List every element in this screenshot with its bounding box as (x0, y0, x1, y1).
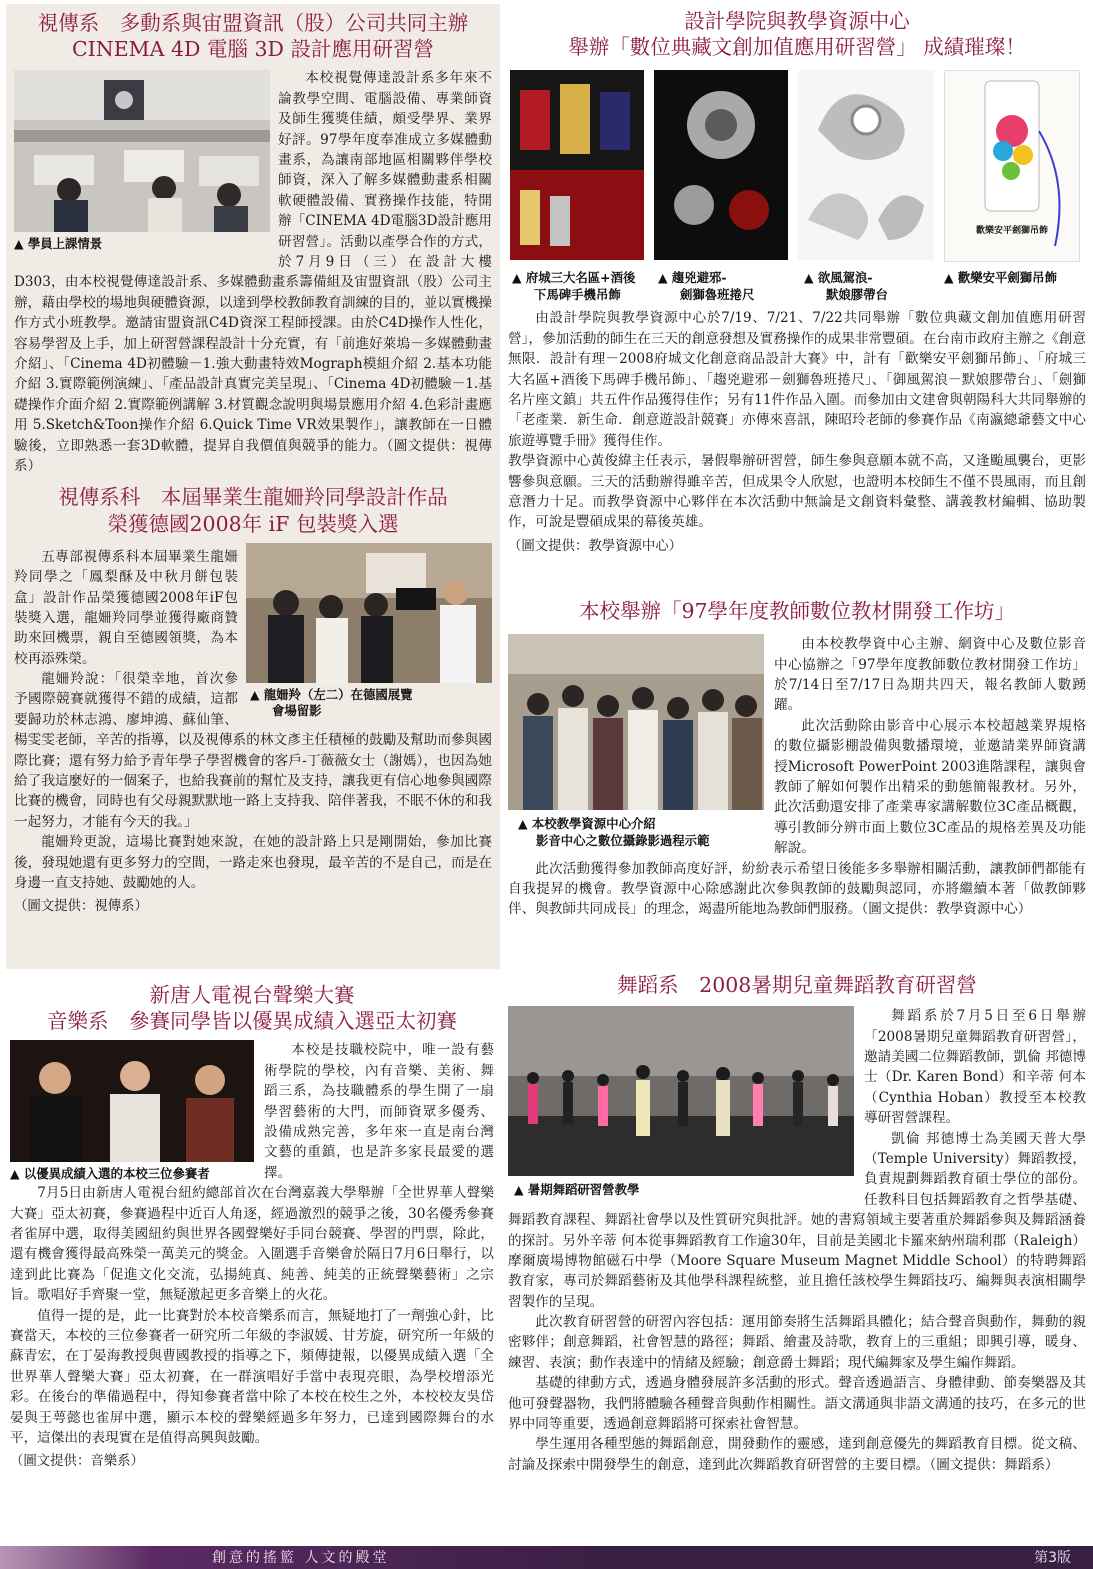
article-title: 榮獲德國2008年 iF 包裝獎入選 (107, 511, 399, 536)
photo-block (246, 543, 492, 720)
footer-slogan: 創意的搖籃 人文的殿堂 (212, 1550, 390, 1566)
article-title: 音樂系 參賽同學皆以優異成績入選亞太初賽 (47, 1009, 457, 1034)
article-body: 學生運用各種型態的舞蹈創意，開發動作的靈感，達到創意優先的舞蹈教育目標。從文稿、討論及探索中開發學生的創意，達到此次舞蹈教育研習營的主要目標。（圖文提供：舞蹈系） (508, 1436, 1086, 1473)
article-body: 值得一提的是，此一比賽對於本校音樂系而言，無疑地打了一劑強心針，比賽當天，本校的三位參賽者一研究所二年級的李淑媛、甘芳旋，研究所一年級的蘇青宏，在丁晏海教授與曹國教授的指導之下，頻傳捷報，以優異成績入選「全世界華人聲樂大賽」亞太初賽，在一群演唱好手當中表現亮眼，為學校增添光彩。在後台的準備過程中，得知參賽者當中除了本校在校生之外，本校校友吳岱晏與王萼懿也雀屏中選，顯示本校的聲樂經過多年努力，已達到國際舞台的水平，這傑出的表現實在是值得高興與鼓勵。 (10, 1307, 494, 1446)
classroom-photo (14, 70, 270, 232)
article-body: 由設計學院與教學資源中心於7/19、7/21、7/22共同舉辦「數位典藏文創加值應用研習營」，參加活動的師生在三天的創意發想及實務操作的成果非常豐碩。在台南市政府主辦之《創意無限．設計有理－2008府城文化創意商品設計大賽》中，計有「歡樂安平劍獅吊飾」、「府城三大名區+酒後下馬碑手機吊飾」、「趨兇避邪－劍獅魯班捲尺」、「御風駕浪－默娘膠帶台」、「劍獅名片座文鎮」共五件作品獲得佳作；另有11件作品入圍。而參加由文建會與朝陽科大共同舉辦的「老產業．新生命．創意遊設計競賽」亦傳來喜訊，陳昭玲老師的參賽作品《南瀛總爺藝文中心旅遊導覽手冊》獲得佳作。 (508, 310, 1086, 449)
article-body: 五專部視傳系科本屆畢業生龍姍羚同學之「鳳梨酥及中秋月餅包裝盒」設計作品榮獲德國2008年iF包裝獎入選，龍姍羚同學並獲得廠商贊助來回機票，親自至德國領獎，為本校再添殊榮。 (14, 548, 238, 667)
article-body: 此次活動除由影音中心展示本校超越業界規格的數位攝影棚設備與數播環境，並邀請業界師資講授Microsoft PowerPoint 2003進階課程，讓與會教師了解如何製作出精采的動態簡報教材。另外，此次活動還安排了產業專家講解數位3C產品概觀，導引教師分辨市面上數位3C產品的規格差異及功能解說。 (774, 717, 1086, 857)
photo-block (10, 1040, 256, 1183)
article-body: 舞蹈系於7月5日至6日舉辦「2008暑期兒童舞蹈教育研習營」，邀請美國二位舞蹈教師，凱倫 邦德博士（Dr. Karen Bond）和辛蒂 何本（Cynthia Hoban）教授至本校教導研習營課程。 (864, 1008, 1086, 1127)
article-title: 設計學院與教學資源中心 (684, 9, 910, 33)
photo-caption: ▲ 歡樂安平劍獅吊飾 (944, 270, 1057, 286)
photo-caption: ▲ 龍姍羚（左二）在德國展覽 (250, 686, 413, 702)
tape-dispenser-photo (798, 70, 934, 260)
tag-label: 歡樂安平劍獅吊飾 (975, 226, 1048, 237)
article-if-award (6, 476, 500, 914)
left-panel (6, 4, 500, 969)
photo-caption: 影音中心之數位攝錄影過程示範 (536, 832, 710, 848)
photo-caption: ▲ 學員上課情景 (14, 236, 103, 252)
lion-charm-photo (944, 70, 1080, 262)
photo-credit: （圖文提供：教學資源中心） (508, 538, 683, 554)
photo-caption: ▲ 以優異成績入選的本校三位參賽者 (10, 1166, 210, 1182)
article-title: 視傳系 多動系與宙盟資訊（股）公司共同主辦 (37, 11, 469, 35)
article-dance-camp (508, 972, 1086, 1542)
article-body: 凱倫 邦德博士為美國天普大學（Temple University）舞蹈教授，負責規劃舞蹈教育碩士學位的部份。任教科目包括舞蹈教育之哲學基礎、舞蹈教育課程、舞蹈社會學以及性質研究與批評。她的書寫領域主要著重於舞蹈參與及舞蹈涵養的探討。另外辛蒂 何本從事舞蹈教育工作逾30年，目前是美國北卡羅來納州瑞利郡（Raleigh）摩爾廣場博物館磁石中學（Moore Square Museum Magnet Middle School）的特聘舞蹈教育家，專司於舞蹈藝術及其他學科課程統整，並且擔任該校學生舞蹈技巧、編舞與表演相關學習製作的呈現。 (508, 1130, 1086, 1310)
photo-caption: ▲ 本校教學資源中心介紹 (518, 816, 656, 832)
photo-caption: 會場留影 (272, 703, 322, 719)
photo-block (508, 1006, 856, 1199)
article-body: 本校是技職校院中，唯一設有藝術學院的學校，內有音樂、美術、舞蹈三系，為技職體系的學生開了一扇學習藝術的大門，而師資眾多優秀、設備成熟完善，多年來一直是南台灣文藝的重鎮，也是許多家長最愛的選擇。 (264, 1042, 494, 1181)
article-title: 新唐人電視台聲樂大賽 (149, 983, 355, 1007)
photo-caption: ▲ 欲風駕浪- 默娘膠帶台 (804, 270, 888, 303)
article-title: 視傳系科 本屆畢業生龍姍羚同學設計作品 (58, 485, 448, 510)
article-title: 舞蹈系 2008暑期兒童舞蹈教育研習營 (617, 973, 977, 997)
page-footer (0, 1546, 1093, 1569)
dance-class-photo (508, 1006, 854, 1176)
article-body: 此次教育研習營的研習內容包括：運用節奏將生活舞蹈具體化；結合聲音與動作，舞動的親密夥伴；創意舞蹈，社會智慧的路徑；舞蹈、繪畫及詩歌，教育上的三重組；即興引導，暖身、練習、表演；動作表達中的情緒及經驗；創意爵士舞蹈；現代編舞家及學生編作舞蹈。 (508, 1314, 1086, 1371)
article-body: 龍姍羚說：「很榮幸地，首次參予國際競賽就獲得不錯的成績，這都要歸功於林志鴻、廖坤鴻、蘇仙筆、楊雯雯老師，辛苦的指導，以及視傳系的林文彥主任積極的鼓勵及幫助而參與國際比賽；還有努力給予青年學子學習機會的客戶-丁薇薇女士（謝媽），也因為她給了我這麼好的一個案子，也給我賽前的幫忙及支持，讓我更有信心地參與國際比賽的機會，同時也有父母親默默地一路上支持我、陪伴著我，不眠不休的和我一起努力，才能有今天的我。」 (14, 671, 492, 830)
article-body: 本校視覺傳達設計系多年來不論教學空間、電腦設備、專業師資及師生獲獎佳績，頗受學界、業界好評。97學年度奉准成立多媒體動畫系，為讓南部地區相關夥伴學校師資，深入了解多媒體動畫系相關軟硬體設備、實務操作技能，特開辦「CINEMA 4D電腦3D設計應用研習營」。活動以產學合作的方式，於7月9日（三）在設計大樓D303，由本校視覺傳達設計系、多媒體動畫系籌備組及宙盟資訊（股）公司主辦，藉由學校的場地與硬體資源，以達到學校教師教育訓練的目的，並以實機操作方式小班教學。邀請宙盟資訊C4D資深工程師授課。由於C4D操作人性化，容易學習及上手，加上研習營課程設計十分充實，有「前進好萊塢－多媒體動畫介紹」、「Cinema 4D初體驗－1.強大動畫特效Mograph模組介紹 2.基本功能介紹 3.實際範例演練」、「產品設計真實完美呈現」、「Cinema 4D初體驗－1.基礎操作介面介紹 2.實際範例講解 3.材質觀念說明與場景應用介紹 4.色彩計畫應用 5.Sketch&Toon操作介紹 6.Quick Time VR效果製作」，讓教師在一日體驗後，立即熟悉一套3D軟體，提昇自我價值與競爭的能力。（圖文提供：視傳系） (14, 70, 492, 474)
article-title: 本校舉辦「97學年度教師數位教材開發工作坊」 (578, 599, 1016, 623)
singers-photo (10, 1040, 254, 1162)
workshop-photo (508, 634, 764, 810)
article-title: 舉辦「數位典藏文創加值應用研習營」 成績璀璨！ (568, 35, 1026, 60)
product-photos (508, 70, 1086, 302)
article-digital-archive (508, 8, 1086, 554)
photo-caption: ▲ 暑期舞蹈研習營教學 (514, 1182, 640, 1198)
tape-measure-photo (654, 70, 788, 260)
article-vocal-contest (10, 982, 494, 1542)
photo-credit: （圖文提供：音樂系） (10, 1454, 144, 1470)
article-body: 龍姍羚更說，這場比賽對她來說，在她的設計路上只是剛開始，參加比賽後，發現她還有更多努力的空間，一路走來也發現，最辛苦的不是自己，而是在身邊一直支持她、鼓勵她的人。 (14, 834, 492, 891)
article-body: 此次活動獲得參加教師高度好評，紛紛表示希望日後能多多舉辦相關活動，讓教師們都能有自我提昇的機會。教學資源中心除感謝此次參與教師的鼓勵與認同，亦將繼續本著「做教師夥伴、與教師共同成長」的理念，竭盡所能地為教師們服務。（圖文提供：教學資源中心） (508, 860, 1086, 918)
germany-exhibition-photo (246, 543, 492, 683)
article-teacher-workshop (508, 598, 1086, 920)
photo-credit: （圖文提供：視傳系） (14, 899, 148, 915)
article-title: CINEMA 4D 電腦 3D 設計應用研習營 (71, 37, 434, 62)
photo-caption: ▲ 趨兇避邪- 劍獅魯班捲尺 (658, 270, 755, 303)
article-body: 7月5日由新唐人電視台紐約總部首次在台灣嘉義大學舉辦「全世界華人聲樂大賽」亞太初賽，參賽過程中近百人角逐，經過激烈的競爭之後，30名優秀參賽者雀屏中選，取得美國紐約與世界各國聲樂好手同台競賽、學習的門票，除此，還有機會獲得最高殊榮一萬美元的獎金。入圍選手音樂會於隔日7月6日舉行，以達到此比賽為「促進文化交流，弘揚純真、純善、純美的正統聲樂藝術」之宗旨。歌唱好手齊聚一堂，無疑激起更多音樂上的火花。 (10, 1185, 494, 1304)
article-body: 教學資源中心黃俊緯主任表示，暑假舉辦研習營，師生參與意願本就不高，又逢颱風襲台，更影響參與意願。三天的活動辦得雖辛苦，但成果令人欣慰，也證明本校師生不僅不畏風雨，而且創意潛力十足。而教學資源中心夥伴在本次活動中無論是文創資料彙整、講義教材編輯、協助製作，可說是豐碩成果的幕後英雄。 (508, 453, 1086, 531)
photo-caption: ▲ 府城三大名區+酒後 下馬碑手機吊飾 (512, 270, 636, 303)
phone-strap-photo (510, 70, 644, 260)
article-body: 由本校教學資中心主辦、網資中心及數位影音中心協辦之「97學年度教師數位教材開發工作坊」於7/14日至7/17日為期共四天，報名教師人數踴躍。 (774, 636, 1086, 714)
photo-block (508, 634, 766, 849)
article-cinema4d (6, 4, 500, 476)
photo-block (14, 70, 272, 253)
page-number: 第3版 (1034, 1550, 1071, 1566)
article-body: 基礎的律動方式，透過身體發展許多活動的形式。聲音透過語言、身體律動、節奏樂器及其他可發聲器物，我們將體驗各種聲音與動作相關性。語文溝通與非語文溝通的技巧，在多元的世界中同等重要，透過創意舞蹈將可探索社會智慧。 (508, 1375, 1086, 1433)
